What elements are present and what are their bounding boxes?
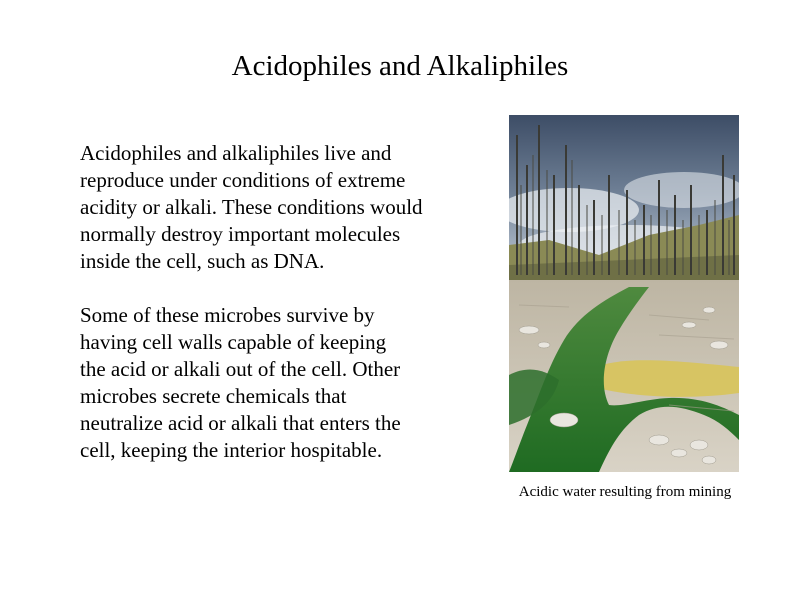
acidic-water-photo: [509, 115, 739, 472]
paragraph-line: microbes secrete chemicals that: [80, 384, 347, 408]
paragraph-1: [80, 140, 500, 275]
body-text: [80, 140, 500, 464]
paragraph-line: normally destroy important molecules: [80, 222, 401, 246]
paragraph-line: reproduce under conditions of extreme: [80, 168, 406, 192]
paragraph-line: the acid or alkali out of the cell. Other: [80, 357, 401, 381]
photo-caption: Acidic water resulting from mining: [518, 484, 732, 500]
paragraph-line: acidity or alkali. These conditions would: [80, 195, 423, 219]
paragraph-line: having cell walls capable of keeping: [80, 330, 387, 354]
paragraph-line: cell, keeping the interior hospitable.: [80, 438, 383, 462]
paragraph-line: Some of these microbes survive by: [80, 303, 375, 327]
slide-title: Acidophiles and Alkaliphiles: [231, 50, 569, 82]
paragraph-line: Acidophiles and alkaliphiles live and: [80, 141, 392, 165]
paragraph-2: [80, 302, 500, 464]
paragraph-line: neutralize acid or alkali that enters the: [80, 411, 401, 435]
paragraph-line: inside the cell, such as DNA.: [80, 249, 325, 273]
